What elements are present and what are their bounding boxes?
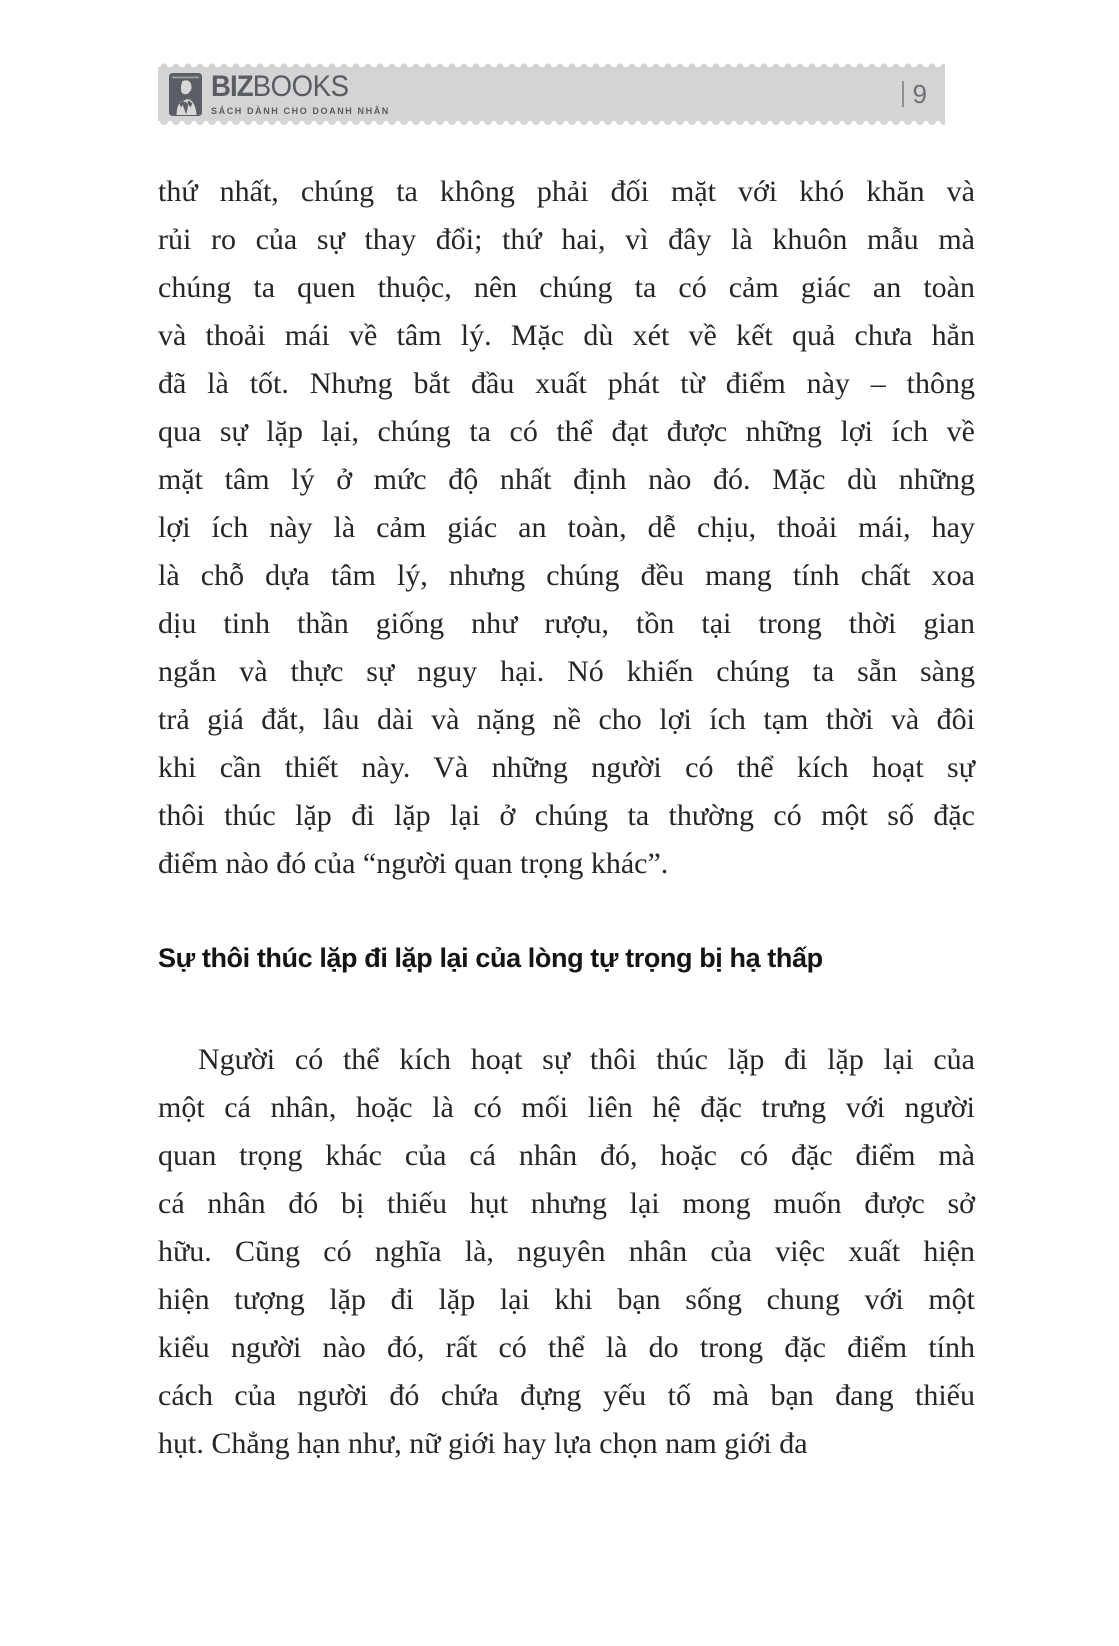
businessman-book-icon [169,73,202,116]
text-line: khi cần thiết này. Và những người có thể kích hoạt sự [158,751,975,784]
brand-wordmark [211,72,376,102]
text-line: và thoải mái về tâm lý. Mặc dù xét về kết quả chưa hẳn [158,319,975,352]
text-line: hụt. Chẳng hạn như, nữ giới hay lựa chọn nam giới đa [158,1427,808,1460]
text-line: qua sự lặp lại, chúng ta có thể đạt được những lợi ích về [158,415,975,448]
brand-books: BOOKS [252,70,349,103]
text-line: là chỗ dựa tâm lý, nhưng chúng đều mang tính chất xoa [158,559,975,592]
text-line: cách của người đó chứa đựng yếu tố mà bạn đang thiếu [158,1379,975,1412]
text-line: lợi ích này là cảm giác an toàn, dễ chịu, thoải mái, hay [158,511,975,544]
page-number-divider [902,81,904,107]
text-line: chúng ta quen thuộc, nên chúng ta có cảm giác an toàn [158,271,975,304]
text-line: mặt tâm lý ở mức độ nhất định nào đó. Mặc dù những [158,463,975,496]
section-heading: Sự thôi thúc lặp đi lặp lại của lòng tự trọng bị hạ thấp [158,943,823,973]
text-line: trả giá đắt, lâu dài và nặng nề cho lợi ích tạm thời và đôi [158,703,975,736]
brand-tagline: SÁCH DÀNH CHO DOANH NHÂN [211,106,390,116]
brand-biz: BIZ [211,70,253,103]
paragraph-2 [158,1036,975,1468]
text-line: cá nhân đó bị thiếu hụt nhưng lại mong muốn được sở [158,1187,975,1220]
brand-text-block [211,72,390,116]
text-line: kiểu người nào đó, rất có thể là do trong đặc điểm tính [158,1331,975,1364]
text-line: rủi ro của sự thay đổi; thứ hai, vì đây là khuôn mẫu mà [158,223,975,256]
text-line: điểm nào đó của “người quan trọng khác”. [158,847,669,880]
page-content [158,168,975,1468]
text-line: thứ nhất, chúng ta không phải đối mặt với khó khăn và [158,175,975,208]
text-line: Người có thể kích hoạt sự thôi thúc lặp đi lặp lại của [198,1043,975,1076]
paragraph-1 [158,168,975,888]
text-line: hữu. Cũng có nghĩa là, nguyên nhân của việc xuất hiện [158,1235,975,1268]
text-line: một cá nhân, hoặc là có mối liên hệ đặc trưng với người [158,1091,975,1124]
text-line: thôi thúc lặp đi lặp lại ở chúng ta thường có một số đặc [158,799,975,832]
bizbooks-logo [169,72,390,116]
page-number-value: 9 [912,78,927,109]
text-line: hiện tượng lặp đi lặp lại khi bạn sống chung với một [158,1283,975,1316]
page-number [902,79,927,110]
header-banner [158,67,945,121]
text-line: ngắn và thực sự nguy hại. Nó khiến chúng ta sẵn sàng [158,655,975,688]
text-line: quan trọng khác của cá nhân đó, hoặc có đặc điểm mà [158,1139,975,1172]
text-line: đã là tốt. Nhưng bắt đầu xuất phát từ điểm này – thông [158,367,975,400]
text-line: dịu tinh thần giống như rượu, tồn tại trong thời gian [158,607,975,640]
